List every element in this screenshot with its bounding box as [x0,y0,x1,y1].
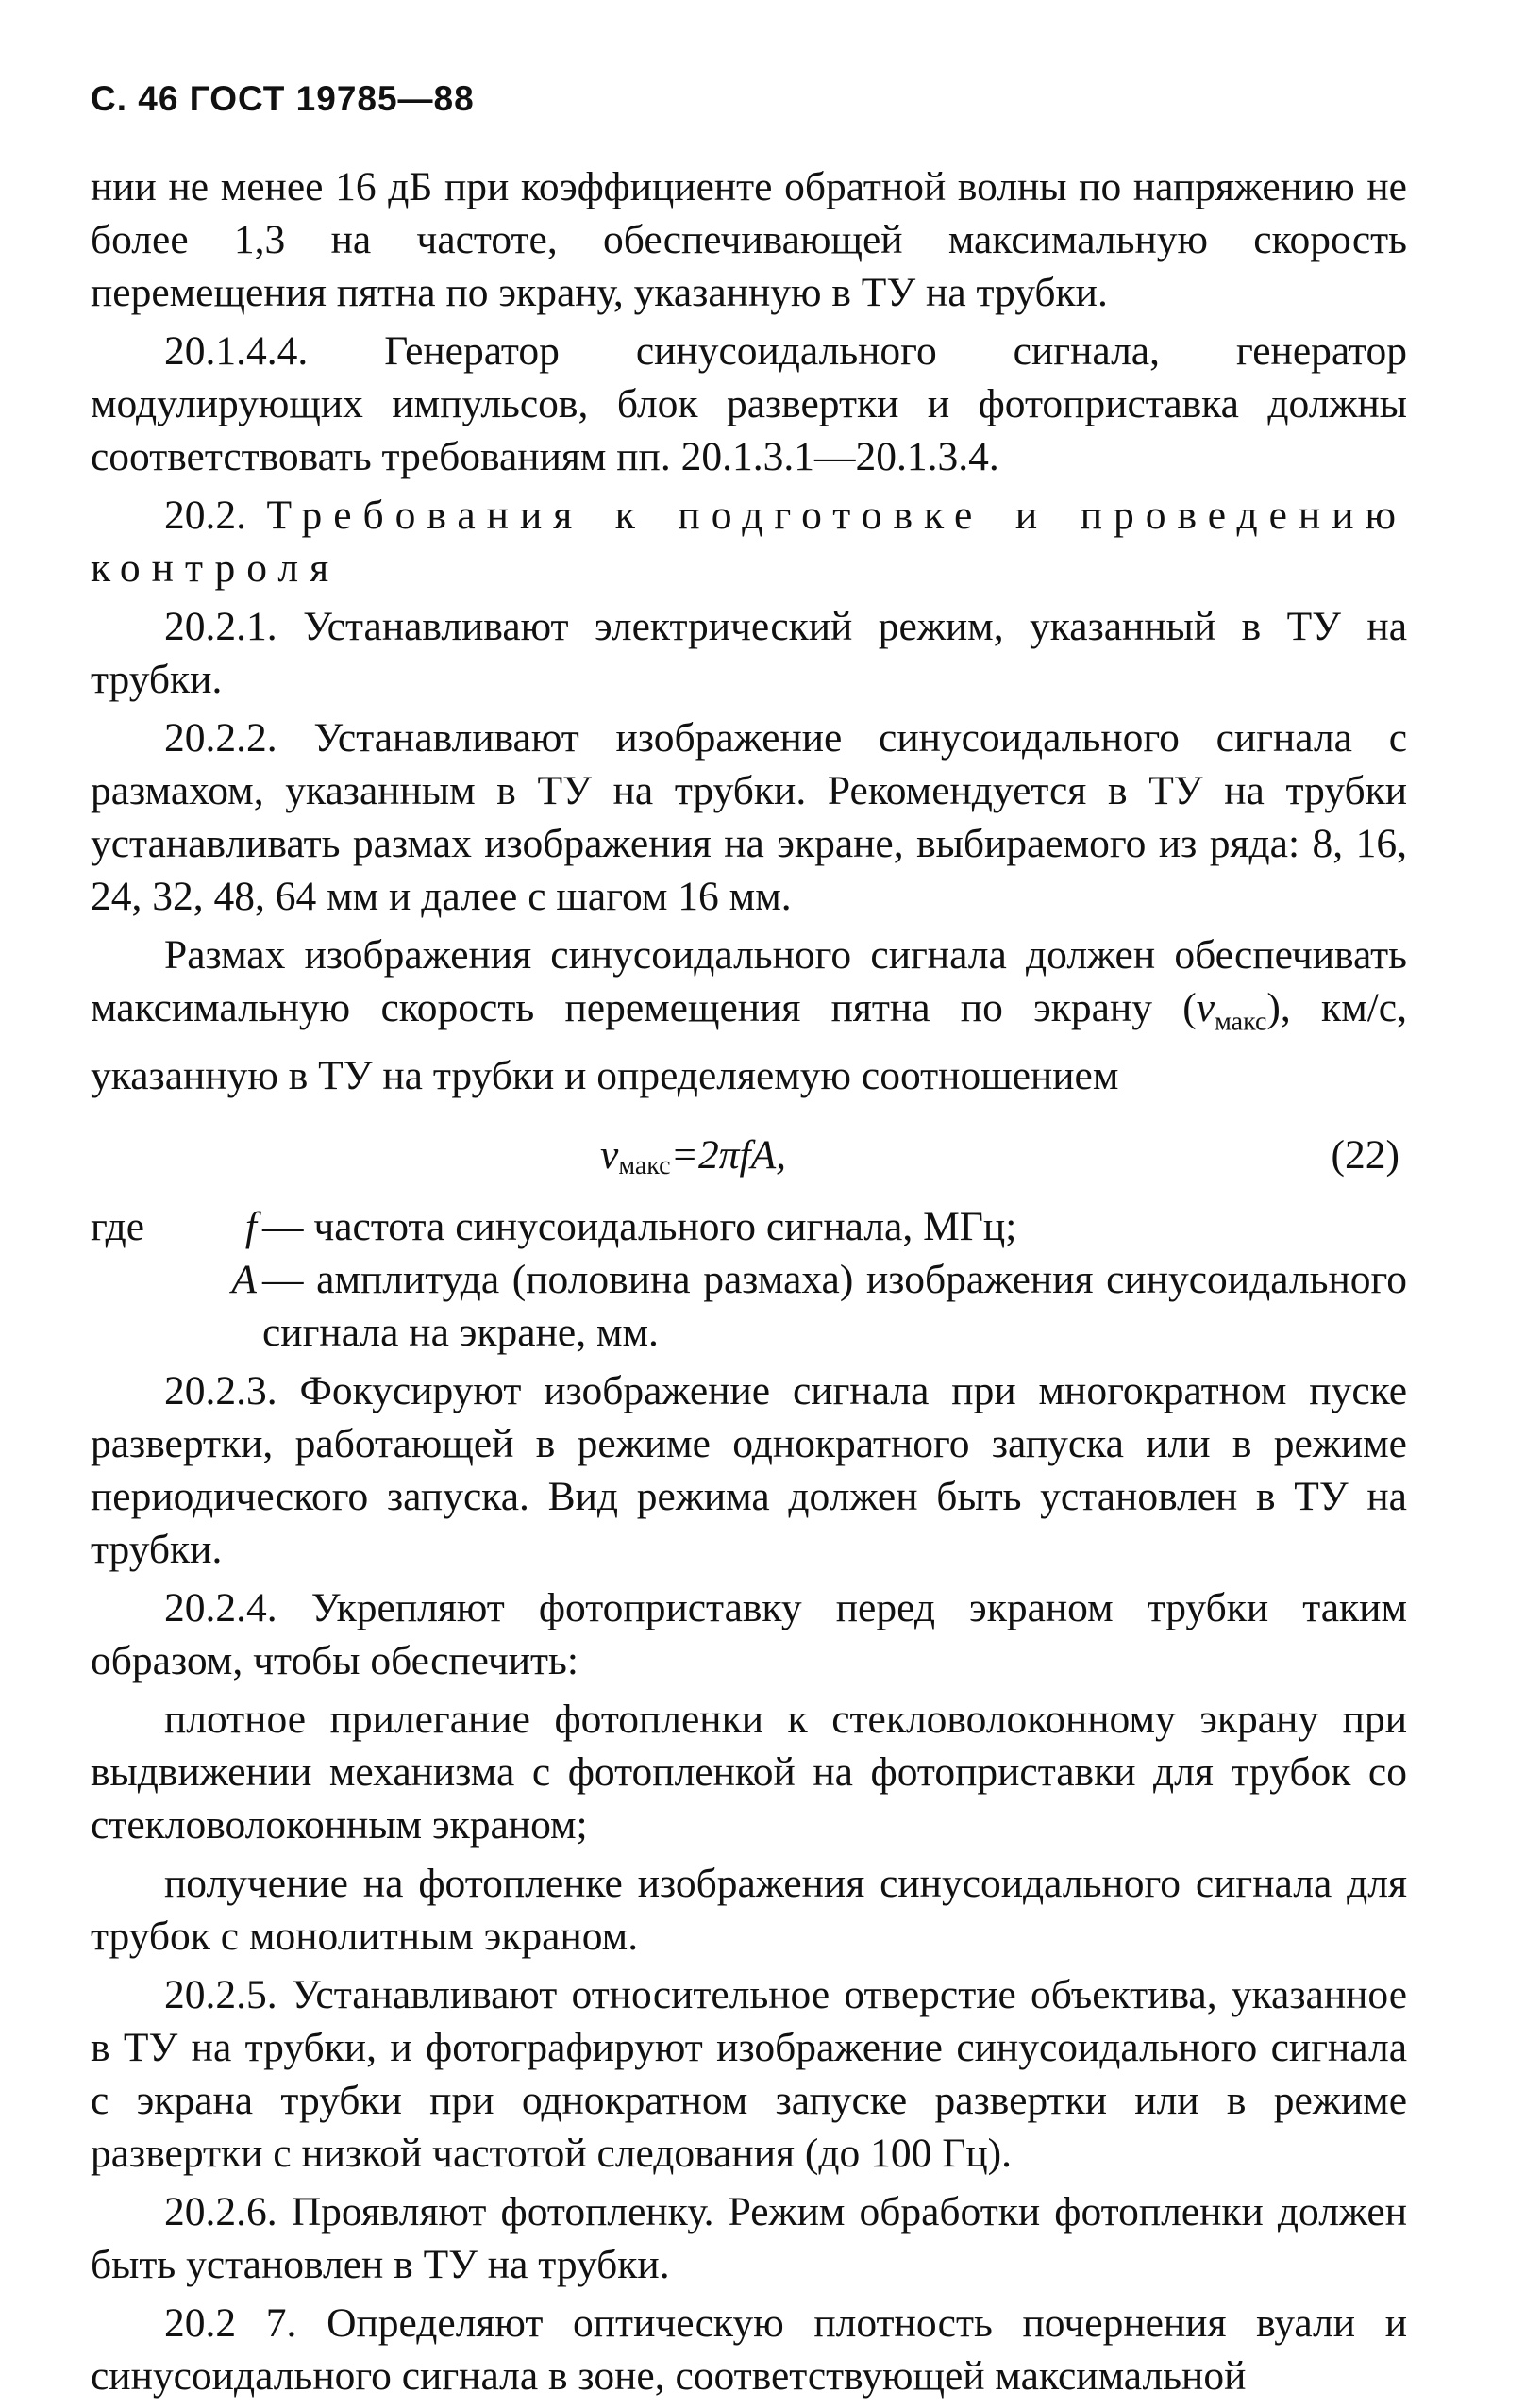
section-heading-20-2 [91,489,1407,594]
paragraph-20-2-3: 20.2.3. Фокусируют изображение сигнала при многократном пуске развертки, работающей в режиме однократного запуска или в режиме периодического запуска. Вид режима должен быть установлен в ТУ на трубки. [91,1367,1407,1572]
legend-desc-f: — частота синусоидального сигнала, МГц; [262,1203,1017,1249]
paragraph-20-2-2: 20.2.2. Устанавливают изображение синусоидального сигнала с размахом, указанным в ТУ на трубки. Рекомендуется в ТУ на трубки устанавливать размах изображения на экране, выбираемого из ряда: 8, 16, 24, 32, 48, 64 мм и далее с шагом 16 мм. [91,715,1407,919]
symbol-subscript: макс [1215,1007,1267,1037]
legend-symbol-a: A [231,1256,257,1302]
where-word: где [91,1203,145,1249]
formula-rhs: =2πfA, [670,1131,787,1178]
paragraph-20-2-7: 20.2 7. Определяют оптическую плотность почернения вуали и синусоидального сигнала в зоне, соответствующей максимальной [91,2299,1407,2399]
paragraph-scan-amplitude [91,928,1407,1102]
legend-desc-a: — амплитуда (половина размаха) изображения синусоидального сигнала на экране, мм. [262,1256,1407,1355]
text-segment: Размах изображения синусоидального сигнала должен обеспечивать максимальную скорость перемещения пятна по экрану ( [91,932,1407,1030]
paragraph-20-2-4: 20.2.4. Укрепляют фотоприставку перед экраном трубки таким образом, чтобы обеспечить: [91,1584,1407,1683]
formula-expression [600,1129,786,1193]
section-title: Требования к подготовке и проведению контроля [91,493,1407,591]
symbol-legend [91,1200,1407,1359]
paragraph-list-item-1: плотное прилегание фотопленки к стекловолоконному экрану при выдвижении механизма с фотопленкой на фотоприставки для трубок со стекловолоконным экраном; [91,1696,1407,1848]
paragraph-20-1-4-4: 20.1.4.4. Генератор синусоидального сигнала, генератор модулирующих импульсов, блок развертки и фотоприставка должны соответствовать требованиям пп. 20.1.3.1—20.1.3.4. [91,328,1407,479]
paragraph-list-item-2: получение на фотопленке изображения синусоидального сигнала для трубок с монолитным экраном. [91,1860,1407,1959]
text-segment: ), км/с, указанную в ТУ на трубки и определяемую соотношением [91,985,1407,1098]
formula-22 [91,1125,1407,1189]
section-number: 20.2. [164,493,246,538]
formula-subscript: макс [618,1150,671,1180]
paragraph-20-2-6: 20.2.6. Проявляют фотопленку. Режим обработки фотопленки должен быть установлен в ТУ на трубки. [91,2188,1407,2287]
paragraph-20-2-5: 20.2.5. Устанавливают относительное отверстие объектива, указанное в ТУ на трубки, и фотографируют изображение синусоидального сигнала с экрана трубки при однократном запуске развертки или в режиме развертки с низкой частотой следования (до 100 Гц). [91,1971,1407,2176]
document-body [91,160,1407,2408]
legend-symbol-f: f [244,1203,257,1249]
paragraph-continuation: нии не менее 16 дБ при коэффициенте обратной волны по напряжению не более 1,3 на частоте, обеспечивающей максимальную скорость перемещения пятна по экрану, указанную в ТУ на трубки. [91,164,1407,315]
formula-number: (22) [1331,1131,1399,1178]
symbol-v: v [1196,985,1215,1030]
paragraph-20-2-1: 20.2.1. Устанавливают электрический режим, указанный в ТУ на трубки. [91,604,1407,702]
page-header: С. 46 ГОСТ 19785—88 [91,79,475,118]
formula-lhs: v [600,1131,619,1178]
